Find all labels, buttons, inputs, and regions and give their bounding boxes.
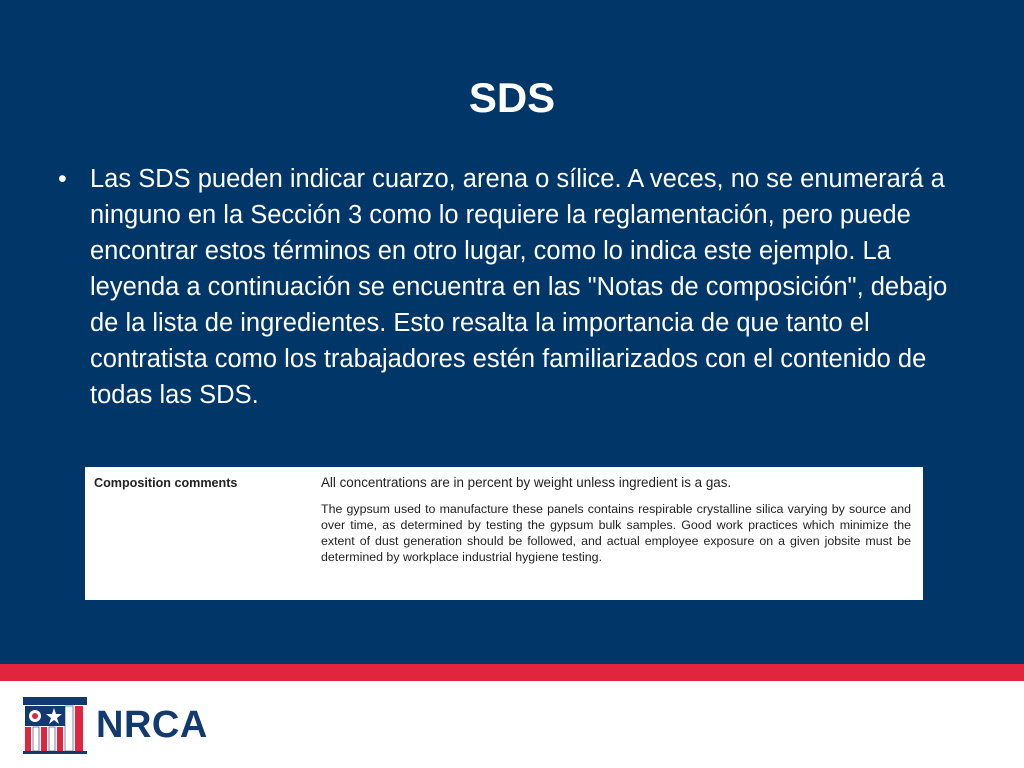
sds-excerpt-image: [85, 467, 923, 600]
bullet-text: Las SDS pueden indicar cuarzo, arena o sílice. A veces, no se enumerará a ninguno en la Sección 3 como lo requiere la reglamentación, pero puede encontrar estos términos en otro lugar, como lo indica este ejemplo. La leyenda a continuación se encuentra en las "Notas de composición", debajo de la lista de ingredientes. Esto resalta la importancia de que tanto el contratista como los trabajadores estén familiarizados con el contenido de todas las SDS.: [90, 165, 948, 409]
bullet-icon: •: [58, 165, 67, 193]
footer: [0, 681, 1024, 768]
nrca-shield-icon: [22, 696, 88, 754]
slide-title: SDS: [468, 74, 556, 121]
composition-comments-label: Composition comments: [94, 476, 238, 490]
bullet-item: [58, 161, 988, 413]
silica-note: The gypsum used to manufacture these panels contains respirable crystalline silica varying by source and over time, as determined by testing the gypsum bulk samples. Good work practices which minimize the extent of dust generation should be followed, and actual employee exposure on a given jobsite must be determined by workplace industrial hygiene testing.: [321, 502, 911, 564]
concentration-note: All concentrations are in percent by weight unless ingredient is a gas.: [321, 475, 732, 490]
composition-comments-body: [321, 475, 911, 565]
nrca-logo: [22, 695, 208, 755]
red-divider-band: [0, 664, 1024, 681]
nrca-wordmark: NRCA: [96, 704, 208, 746]
